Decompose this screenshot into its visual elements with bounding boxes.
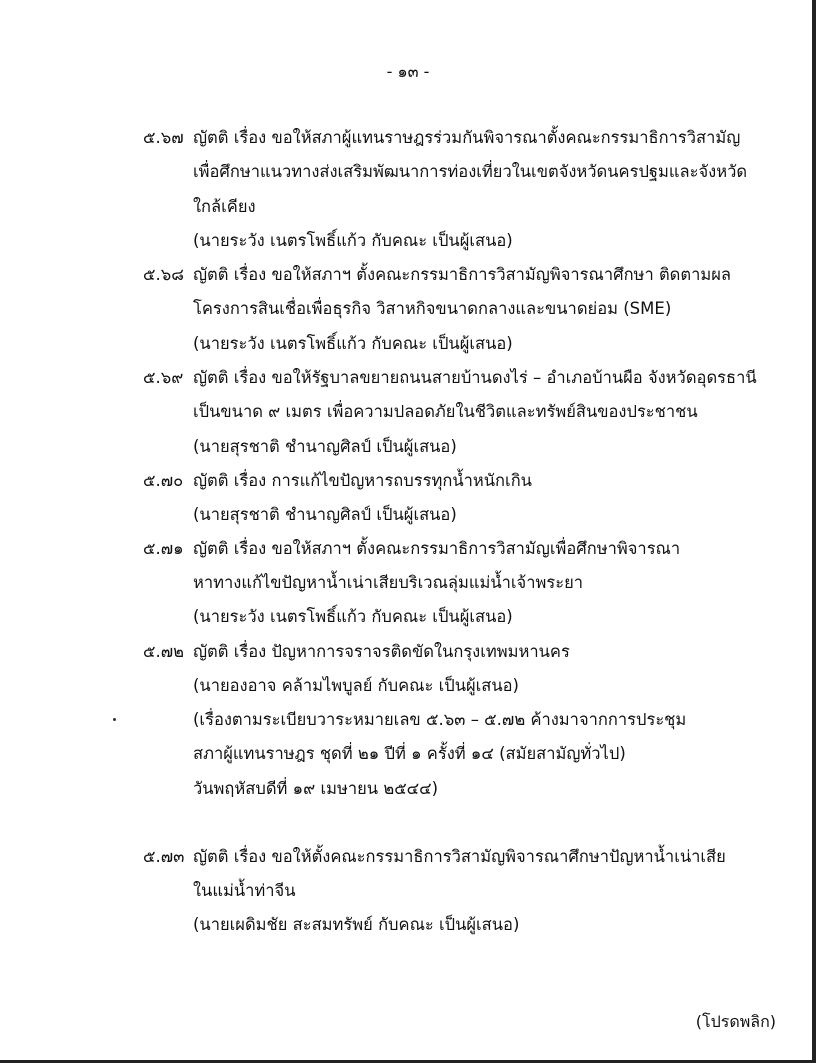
item-line: ใกล้เคียง [193, 197, 256, 216]
page-turn-note: (โปรดพลิก) [695, 1012, 776, 1031]
item-number: ๕.๖๗ [143, 128, 184, 147]
item-number: ๕.๖๙ [143, 368, 184, 387]
item-line: เพื่อศึกษาแนวทางส่งเสริมพัฒนาการท่องเที่ยวในเขตจังหวัดนครปฐมและจังหวัด [193, 162, 748, 181]
item-line: ญัตติ เรื่อง ขอให้สภาผู้แทนราษฎรร่วมกันพิจารณาตั้งคณะกรรมาธิการวิสามัญ [193, 128, 741, 147]
item-line: ญัตติ เรื่อง ขอให้รัฐบาลขยายถนนสายบ้านดงไร่ – อำเภอบ้านผือ จังหวัดอุดรธานี [193, 368, 757, 387]
item-line: เป็นขนาด ๙ เมตร เพื่อความปลอดภัยในชีวิตและทรัพย์สินของประชาชน [193, 402, 698, 421]
item-proposer: (นายระวัง เนตรโพธิ์แก้ว กับคณะ เป็นผู้เสนอ) [193, 334, 513, 353]
item-line: ญัตติ เรื่อง ขอให้ตั้งคณะกรรมาธิการวิสามัญพิจารณาศึกษาปัญหาน้ำเน่าเสีย [193, 847, 726, 866]
item-line: ญัตติ เรื่อง ขอให้สภาฯ ตั้งคณะกรรมาธิการวิสามัญเพื่อศึกษาพิจารณา [193, 539, 681, 558]
item-note: วันพฤหัสบดีที่ ๑๙ เมษายน ๒๕๔๔) [193, 779, 439, 798]
item-line: โครงการสินเชื่อเพื่อธุรกิจ วิสาหกิจขนาดกลางและขนาดย่อม (SME) [193, 299, 672, 318]
stray-mark [113, 718, 116, 721]
item-number: ๕.๗๑ [143, 539, 184, 558]
item-proposer: (นายระวัง เนตรโพธิ์แก้ว กับคณะ เป็นผู้เสนอ) [193, 231, 513, 250]
item-line: หาทางแก้ไขปัญหาน้ำเน่าเสียบริเวณลุ่มแม่น้ำเจ้าพระยา [193, 573, 584, 592]
item-note: สภาผู้แทนราษฎร ชุดที่ ๒๑ ปีที่ ๑ ครั้งที่ ๑๔ (สมัยสามัญทั่วไป) [193, 744, 626, 763]
item-number: ๕.๗๐ [143, 471, 184, 490]
item-number: ๕.๖๘ [143, 265, 184, 284]
page-number: - ๑๓ - [386, 62, 430, 81]
item-proposer: (นายเผดิมชัย สะสมทรัพย์ กับคณะ เป็นผู้เสนอ) [193, 915, 520, 934]
item-line: ญัตติ เรื่อง การแก้ไขปัญหารถบรรทุกน้ำหนักเกิน [193, 471, 532, 490]
scan-border-right [812, 0, 816, 1063]
item-note: (เรื่องตามระเบียบวาระหมายเลข ๕.๖๓ – ๕.๗๒ ค้างมาจากการประชุม [193, 710, 687, 729]
item-line: ในแม่น้ำท่าจีน [193, 881, 296, 900]
item-proposer: (นายองอาจ คล้ามไพบูลย์ กับคณะ เป็นผู้เสนอ) [193, 676, 519, 695]
item-proposer: (นายสุรชาติ ชำนาญศิลป์ เป็นผู้เสนอ) [193, 505, 457, 524]
item-number: ๕.๗๒ [143, 642, 185, 661]
item-line: ญัตติ เรื่อง ปัญหาการจราจรติดขัดในกรุงเทพมหานคร [193, 642, 570, 661]
item-number: ๕.๗๓ [143, 847, 185, 866]
item-proposer: (นายสุรชาติ ชำนาญศิลป์ เป็นผู้เสนอ) [193, 437, 457, 456]
item-line: ญัตติ เรื่อง ขอให้สภาฯ ตั้งคณะกรรมาธิการวิสามัญพิจารณาศึกษา ติดตามผล [193, 265, 732, 284]
item-proposer: (นายระวัง เนตรโพธิ์แก้ว กับคณะ เป็นผู้เสนอ) [193, 607, 513, 626]
